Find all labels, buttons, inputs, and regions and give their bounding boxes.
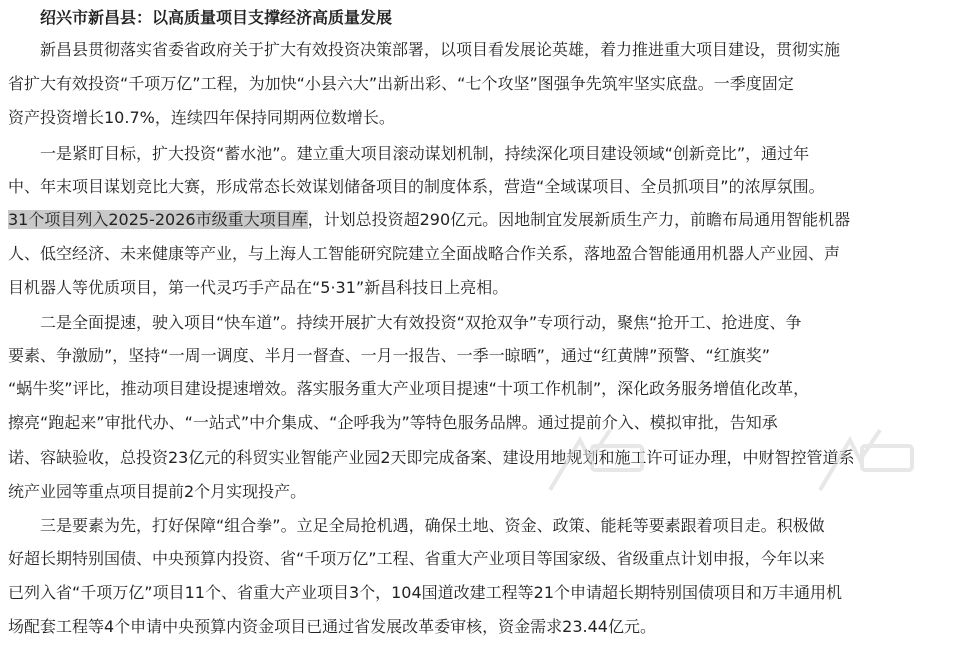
paragraph-line: 新昌县贯彻落实省委省政府关于扩大有效投资决策部署，以项目看发展论英雄，着力推进重大项目建设，贯彻实施 [40,40,841,59]
paragraph-line: 要素、争激励”，坚持“一周一调度、半月一督查、一月一报告、一季一晾晒”，通过“红黄牌”预警、“红旗奖” [8,346,771,365]
paragraph-line: 二是全面提速，驶入项目“快车道”。持续开展扩大有效投资“双抢双争”专项行动，聚焦“抢开工、抢进度、争 [40,313,802,332]
paragraph-line: 一是紧盯目标，扩大投资“蓄水池”。建立重大项目滚动谋划机制，持续深化项目建设领域“创新竞比”，通过年 [40,144,810,163]
paragraph-line: 统产业园等重点项目提前2个月实现投产。 [8,482,307,501]
paragraph-line: 好超长期特别国债、中央预算内投资、省“千项万亿”工程、省重大产业项目等国家级、省级重点计划申报，今年以来 [8,549,825,568]
paragraph-line-rest: ，计划总投资超290亿元。因地制宜发展新质生产力，前瞻布局通用智能机器 [307,210,851,229]
paragraph-line: 资产投资增长10.7%，连续四年保持同期两位数增长。 [8,108,395,127]
highlighted-text: 31个项目列入2025-2026市级重大项目库 [8,210,308,229]
paragraph-line: 三是要素为先，打好保障“组合拳”。立足全局抢机遇，确保土地、资金、政策、能耗等要素跟着项目走。积极做 [40,516,825,535]
paragraph-line: 目机器人等优质项目，第一代灵巧手产品在“5·31”新昌科技日上亮相。 [8,278,509,297]
paragraph-line: 场配套工程等4个申请中央预算内资金项目已通过省发展改革委审核，资金需求23.44亿元。 [8,617,656,636]
paragraph-line: 中、年末项目谋划竞比大赛，形成常态长效谋划储备项目的制度体系，营造“全域谋项目、全员抓项目”的浓厚氛围。 [8,177,825,196]
paragraph-line: 已列入省“千项万亿”项目11个、省重大产业项目3个，104国道改建工程等21个申请超长期特别国债项目和万丰通用机 [8,583,843,602]
paragraph-line: 诺、容缺验收，总投资23亿元的科贸实业智能产业园2天即完成备案、建设用地规划和施工许可证办理，中财智控管道系 [8,448,855,467]
paragraph-line: 省扩大有效投资“千项万亿”工程，为加快“小县六大”出新出彩、“七个攻坚”图强争先筑牢坚实底盘。一季度固定 [8,74,794,93]
paragraph-line [8,206,850,234]
paragraph-line: 擦亮“跑起来”审批代办、“一站式”中介集成、“企呼我为”等特色服务品牌。通过提前介入、模拟审批，告知承 [8,413,778,432]
paragraph-line: “蜗牛奖”评比，推动项目建设提速增效。落实服务重大产业项目提速“十项工作机制”，深化政务服务增值化改革， [8,379,810,398]
article-title: 绍兴市新昌县：以高质量项目支撑经济高质量发展 [40,8,393,27]
paragraph-line: 人、低空经济、未来健康等产业，与上海人工智能研究院建立全面战略合作关系，落地盈合智能通用机器人产业园、声 [8,244,841,263]
